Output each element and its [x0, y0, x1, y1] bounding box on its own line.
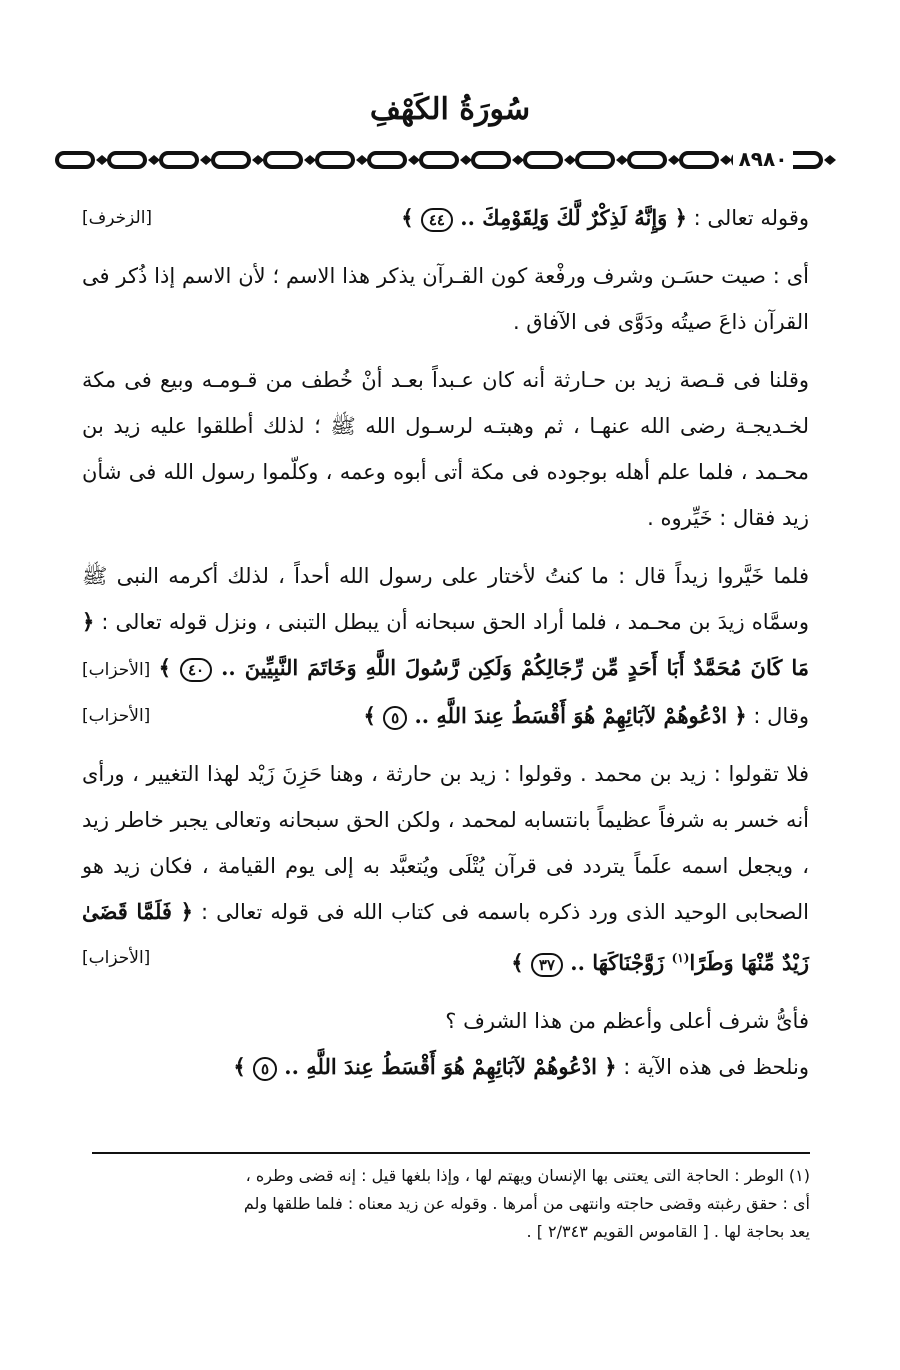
surah-title: سُورَةُ الكَهْفِ — [369, 92, 531, 127]
ayah-number: ٥ — [383, 706, 407, 730]
quran-verse: ﴿ فَلَمَّا قَضَىٰ زَيْدٌ مِّنْهَا وَطَرًا$^{(١)}$ زَوَّجْنَاكَهَا .. ٣٧ ﴾ — [82, 899, 809, 975]
footnote-line: (١) الوطر : الحاجة التى يعتنى بها الإنسان ويهتم لها ، وإذا بلغها قيل : إنه قضى وطره ، — [245, 1166, 810, 1185]
quran-verse: ﴿ ادْعُوهُمْ لآبَائِهِمْ هُوَ أَقْسَطُ عِندَ اللَّهِ .. ٥ ﴾ — [233, 1054, 617, 1079]
footnote-divider — [92, 1152, 810, 1154]
quran-verse: ﴿ مَا كَانَ مُحَمَّدٌ أَبَا أَحَدٍ مِّن رِّجَالِكُمْ وَلَكِن رَّسُولَ اللَّهِ وَخَاتَمَ النَّبِيِّينَ .. ٤٠ ﴾ — [82, 609, 809, 680]
paragraph-3: وقلنا فى قـصة زيد بن حـارثة أنه كان عـبداً بعـد أنْ خُطف من قـومـه وبيع فى مكة لخـديجـة رضى الله عنهـا ، ثم وهبتـه لرسـول الله ﷺ ؛ لذلك أطلقوا عليه زيد بن محـمد ، فلما علم أهله بوجوده فى مكة أتى أبوه وعمه ، وكلّموا رسول الله فى شأن زيد فقال : خَيِّروه . — [82, 368, 809, 530]
ayah-number: ٤٤ — [421, 208, 453, 232]
paragraph-5 — [82, 751, 809, 986]
paragraph-5-text: فلا تقولوا : زيد بن محمد . وقولوا : زيد بن حارثة ، وهنا حَزِنَ زَيْد لهذا التغيير ، ورأى أنه خسر به شرفاً عظيماً بانتسابه لمحمد ، ولكن الحق سبحانه وتعالى يجبر خاطر زيد ، ويجعل اسمه علَماً يتردد فى قرآن يُتْلَى ويُتعبَّد به إلى يوم القيامة ، فكان زيد هو الصحابى الوحيد الذى ورد ذكره باسمه فى كتاب الله فى قوله تعالى : — [82, 762, 809, 924]
surah-reference: [الزخرف] — [82, 208, 153, 228]
main-text — [82, 195, 809, 1090]
paragraph-1 — [82, 195, 809, 241]
footnote-line: أى : حقق رغبته وقضى حاجته وانتهى من أمرها . وقوله عن زيد معناه : فلما طلقها ولم — [243, 1194, 810, 1213]
surah-reference: [الأحزاب] — [82, 660, 151, 680]
footnotes — [82, 1162, 810, 1246]
ayah-number: ٣٧ — [531, 953, 563, 977]
ayah-number: ٥ — [253, 1057, 277, 1081]
paragraph-7 — [82, 1044, 809, 1090]
footnote-marker[interactable]: (١) — [671, 951, 690, 965]
ayah-number: ٤٠ — [180, 658, 212, 682]
surah-reference: [الأحزاب] — [82, 948, 151, 968]
quran-verse: ﴿ وَإِنَّهُ لَذِكْرٌ لَّكَ وَلِقَوْمِكَ .. ٤٤ ﴾ — [401, 205, 687, 230]
quran-verse: ﴿ ادْعُوهُمْ لآبَائِهِمْ هُوَ أَقْسَطُ عِندَ اللَّهِ .. ٥ ﴾ — [363, 703, 747, 728]
paragraph-6: فأىُّ شرف أعلى وأعظم من هذا الشرف ؟ — [445, 1009, 809, 1033]
decorative-border — [55, 145, 845, 175]
connector-text: وقال : — [746, 704, 809, 728]
page-number: ٨٩٨٠ — [733, 146, 793, 172]
footnote-line: يعد بحاجة لها . [ القاموس القويم ٢/٣٤٣ ] . — [526, 1222, 810, 1241]
paragraph-7-text: ونلحظ فى هذه الآية : — [616, 1055, 809, 1079]
paragraph-4 — [82, 553, 809, 739]
surah-reference: [الأحزاب] — [82, 706, 151, 726]
paragraph-2: أى : صيت حسَـن وشرف ورفْعة كون القـرآن يذكر هذا الاسم ؛ لأن الاسم إذا ذُكر فى القرآن ذاعَ صيتُه ودَوَّى فى الآفاق . — [82, 264, 809, 334]
intro-text: وقوله تعالى : — [686, 206, 809, 230]
chain-ornament-icon — [55, 145, 845, 175]
paragraph-4-text: فلما خَيَّروا زيداً قال : ما كنتُ لأختار على رسول الله أحداً ، لذلك أكرمه النبى ﷺ وسمَّاه زيدَ بن محـمد ، فلما أراد الحق سبحانه أن يبطل التبنى ، ونزل قوله تعالى : — [82, 564, 809, 634]
